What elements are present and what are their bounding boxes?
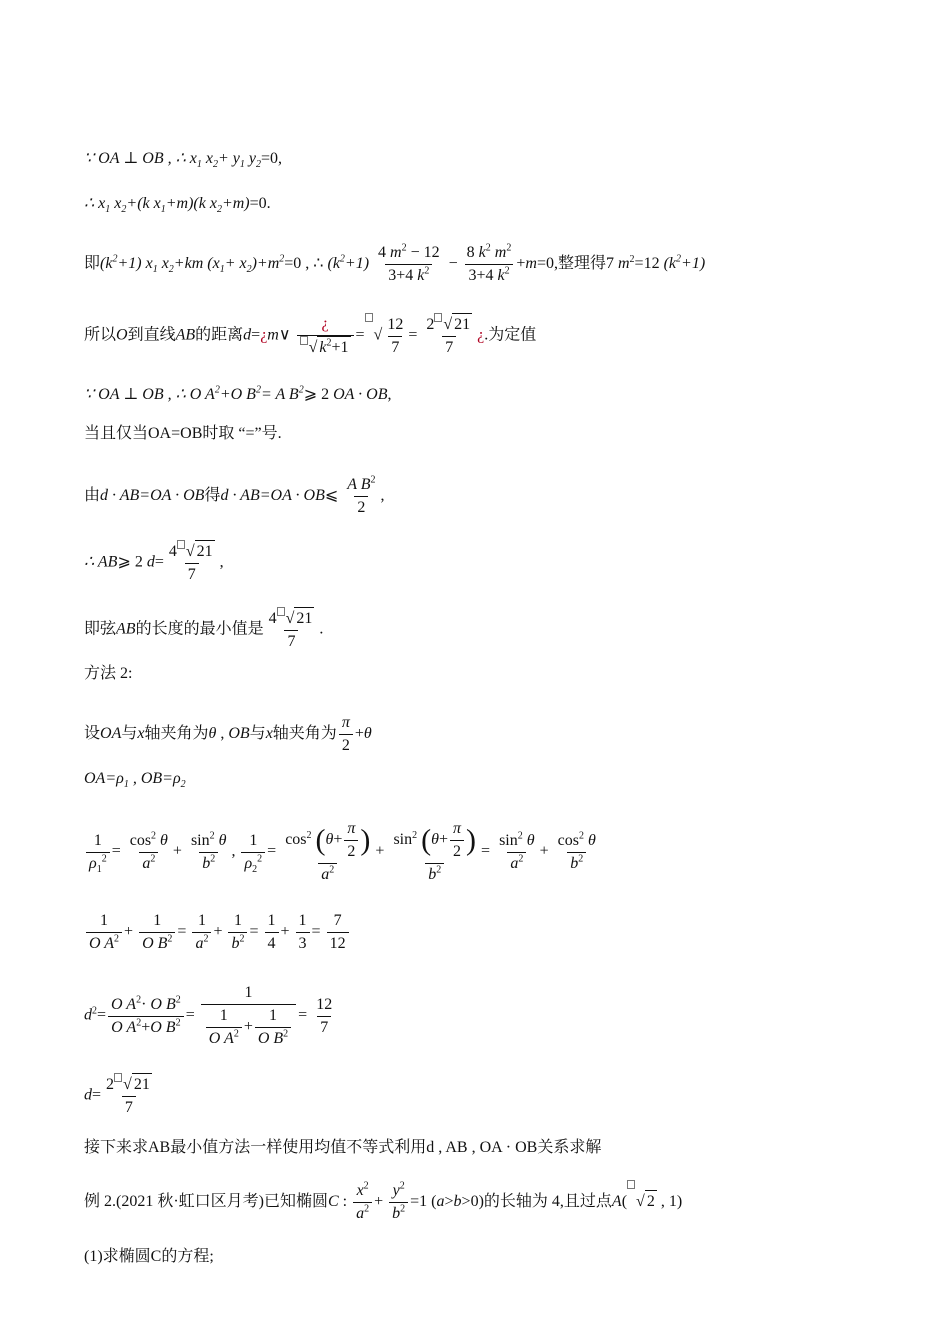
- example-2: 例 2.(2021 秋·虹口区月考)已知椭圆C : $\frac{x^2}{a^2}$ + $\frac{y^2}{b^2}$ =1 (a>b>0)的长轴为 4,且过点A( √ 2 , 1): [84, 1180, 682, 1225]
- equation-line-4: 所以O到直线AB的距离d=¿m∨ $\frac{¿}{√ k^2+1}$ = √ $\frac{12}{7}$ = $\frac{2 √ 21}{7}$ ¿.为定值: [84, 313, 536, 359]
- equation-line-11: $OA=\rho_1$ , $OB=\rho_2$: [84, 770, 186, 791]
- equation-line-12: $\frac{1}{\rho_1^2}$ = $\frac{\cos^2 \theta}{a^2}$ + $\frac{\sin^2 \theta}{b^2}$ , $\frac{1}{\rho_2^2}$ = $\cos^2 (\theta+$ $\frac{\pi}{2}$ ) $a^2$ + $\sin^2 (\theta+$ $\frac{\pi}{2}$ ) $b^2$ = $\frac{\sin^2 \theta}{a^2}$ + $\frac{\cos^2 \theta}{b^2}$: [84, 818, 601, 886]
- equation-line-2: ∴ $x_1$ $x_2+(k$ $x_1+m)(k$ $x_2+m)=0$.: [84, 195, 271, 216]
- equation-line-5: ∵ OA ⊥ OB , ∴ O $A^2+O$ $B^2= A$ $B^2⩾$ 2 OA · OB,: [84, 384, 392, 403]
- equation-line-14: $d^2=$ $\frac{O A^2\cdot O B^2}{O A^2+O B^2}$ = 1 $\frac{1}{O A^2}$ + $\frac{1}{O B^2}$ = $\frac{12}{7}$: [84, 982, 337, 1050]
- equation-line-3: 即$(k^2+1)$ $x_1$ $x_2+km$ $(x_1+ x_2)+m^2=0$ , ∴ $(k^2+1)$ $\frac{4 m^2 - 12}{3+4 k^2}$ − $\frac{8 k^2 m^2}{3+4 k^2}$ +m=0,整理得7 $m^2=12$ $(k^2+1)$: [84, 242, 705, 287]
- equation-line-13: $\frac{1}{O A^2}$ + $\frac{1}{O B^2}$ = $\frac{1}{a^2}$ + $\frac{1}{b^2}$ = $\frac{1}{4}$ + $\frac{1}{3}$ = $\frac{7}{12}$: [84, 910, 351, 955]
- line3-tail: ,整理得: [553, 255, 606, 273]
- equation-line-10: 设OA与x轴夹角为θ , OB与x轴夹角为 $\frac{\pi}{2}$ +θ: [84, 712, 372, 757]
- text-line-6: 当且仅当OA=OB时取 “=”号.: [84, 425, 282, 442]
- equation-line-7: 由d · AB=OA · OB得d · AB=OA · OB⩽ $\frac{A B^2}{2}$ ,: [84, 474, 385, 519]
- equation-line-1: ∵ OA ⊥ OB , ∴ $x_1$ $x_2+ y_1$ $y_2=0$,: [84, 150, 283, 171]
- line3-prefix: 即: [84, 255, 101, 273]
- equation-line-15: d= $\frac{2 √ 21}{7}$: [84, 1073, 157, 1119]
- equation-line-8: ∴ AB⩾ 2 d= $\frac{4 √ 21}{7}$ ,: [84, 540, 224, 586]
- method-2-heading: 方法 2:: [84, 665, 133, 682]
- question-1: (1)求椭圆C的方程;: [84, 1248, 214, 1265]
- text-line-18: 接下来求AB最小值方法一样使用均值不等式利用d , AB , OA · OB关系求解: [84, 1139, 602, 1156]
- text-line-9: 即弦AB的长度的最小值是 $\frac{4 √ 21}{7}$ .: [84, 607, 323, 653]
